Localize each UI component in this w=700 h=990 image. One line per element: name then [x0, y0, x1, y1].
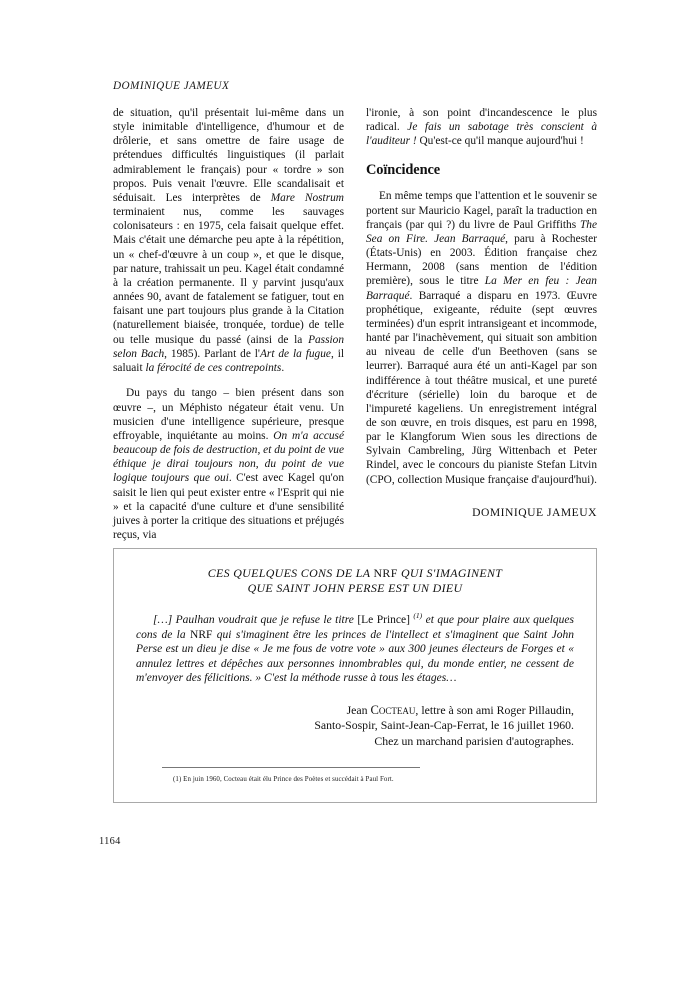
quotation-attribution: [136, 703, 574, 749]
rp1-italic-sea-on-fire: The Sea on Fire. Jean Barraqué: [366, 218, 597, 245]
qb-seg-b: et que pour plaire aux quelques cons de la: [136, 614, 575, 641]
left-paragraph-2: [113, 386, 344, 542]
quotation-body: [136, 613, 574, 686]
author-signature: DOMINIQUE JAMEUX: [472, 505, 597, 519]
right-paragraph-0: [366, 106, 597, 148]
attribution-line-3: Chez un marchand parisien d'autographes.: [374, 733, 574, 748]
right-column: [366, 106, 597, 542]
lp2-seg-b: . C'est avec Kagel qu'on saisit le lien qui peut exister entre « l'Esprit qui nie » et la capacité d'une culture et d'une sensibilité juives à porter la critique des situations et préjugés reçus, via: [113, 472, 345, 542]
rp1-seg-b: , paru à Rochester (États-Unis) en 2003. Édition française chez Hermann, 2008 (sans mention de l'édition première), sous le titre: [366, 232, 597, 288]
quotation-inner: [114, 549, 596, 784]
footnote-marker: (1): [413, 611, 423, 621]
attribution-line-1: [136, 703, 574, 718]
quotation-title: [136, 566, 574, 595]
footnote-separator-rule: [162, 767, 420, 768]
left-column: [113, 106, 344, 542]
qb-seg-a: […] Paulhan voudrait que je refuse le titre: [153, 614, 358, 626]
attribution-surname: Cocteau: [370, 702, 416, 717]
attribution-line-2: Santo-Sospir, Saint-Jean-Cap-Ferrat, le 16 juillet 1960.: [314, 718, 574, 733]
lp1-seg-d: , il saluait: [113, 347, 345, 374]
running-head: DOMINIQUE JAMEUX: [113, 80, 230, 92]
lp1-italic-ferocite: la férocité de ces contrepoints: [145, 361, 282, 374]
lp1-italic-mare-nostrum: Mare Nostrum: [270, 191, 344, 204]
attribution-firstname: Jean: [346, 702, 371, 717]
lp2-seg-a: Du pays du tango – bien présent dans son œuvre –, un Méphisto négateur était venu. Un musicien d'une intelligence supérieure, presque effroyable, inquiétante au moins.: [113, 387, 344, 442]
section-heading-coincidence: Coïncidence: [366, 162, 441, 179]
lp1-italic-art-de-la-fugue: Art de la fugue: [259, 347, 331, 360]
quotation-title-line1-a: CES QUELQUES CONS DE LA: [207, 566, 374, 580]
qb-roman-nrf: NRF: [190, 628, 213, 641]
lp1-seg-b: terminaient nus, comme les sauvages colonisateurs : en 1975, cela faisait quelque effet. Mais c'était une démarche peu apte à la répétition, un « chef-d'œuvre à un coup », et que le disque, par nature, trahissait un peu. Kagel était condamné à la création permanente. Il y parvint jusqu'aux années 90, avant de fatalement se fatiguer, tout en faisant une part toujours plus grande à la Citation (naturellement biaisée, tronquée, tordue) de telle ou telle musique du passé (ainsi de la: [113, 206, 344, 346]
right-paragraph-1: [366, 189, 597, 486]
qb-roman-le-prince: [Le Prince]: [357, 614, 410, 626]
quotation-box: [113, 548, 597, 803]
footnote-text: (1) En juin 1960, Cocteau était élu Prince des Poètes et succédait à Paul Fort.: [173, 776, 394, 784]
quotation-title-line1-b: QUI S'IMAGINENT: [397, 566, 503, 580]
rp0-seg-a: l'ironie, à son point d'incandescence le plus radical.: [366, 107, 597, 134]
rp1-seg-c: . Barraqué a disparu en 1973. Œuvre prophétique, exigeante, réduite (sept œuvres terminées) d'un esprit intransigeant et incommode, hanté par l'inachèvement, qui situait son ambition au niveau de celle d'un Beethoven (sans se leurrer). Barraqué aura été un anti-Kagel par son indifférence à tout théâtre musical, et une pureté d'écriture (sérielle) loin du baroque et de l'impureté kageliens. Un enregistrement intégral de son œuvre, en trois disques, est paru en 1998, par le Klangforum Wien sous les directions de Sylvain Cambreling, Jürg Wittenbach et Peter Rindel, avec le concours du pianiste Stefan Litvin (CPO, collection Musique française d'aujourd'hui).: [366, 289, 597, 486]
quotation-title-line2: QUE SAINT JOHN PERSE EST UN DIEU: [247, 580, 463, 595]
rp0-italic-sabotage: Je fais un sabotage très conscient à l'auditeur !: [366, 121, 598, 148]
attribution-line1-rest: , lettre à son ami Roger Pillaudin,: [415, 702, 574, 717]
lp1-italic-passion-selon-bach: Passion selon Bach: [113, 333, 344, 360]
rp1-seg-a: En même temps que l'attention et le souvenir se portent sur Mauricio Kagel, paraît la traduction en français (par qui ?) du livre de Paul Griffiths: [366, 190, 597, 231]
lp2-italic-quote: On m'a accusé beaucoup de fois de destruction, et du point de vue éthique je dirai toujours non, du point de vue logique toujours que oui: [113, 429, 344, 485]
page-number: 1164: [99, 836, 121, 847]
body-columns: [113, 106, 597, 542]
rp1-italic-la-mer-en-feu: La Mer en feu : Jean Barraqué: [366, 275, 597, 302]
qb-seg-c: qui s'imaginent être les princes de l'intellect et s'imaginent que Saint John Perse est un dieu je dise « Je me fous de votre vote » aux 300 jeunes électeurs de Forges et « annulez lettres et dépêches aux personnes innombrables qui, du monde entier, ne cessent de m'envoyer des félicitions. » C'est la méthode russe à tous les étages…: [136, 628, 574, 685]
lp1-seg-a: de situation, qu'il présentait lui-même dans un style inimitable d'intelligence, d'humour et de drôlerie, et sans omettre de faire usage de prétendues difficultés linguistiques (il parlait admirablement le français) pour « tordre » son propos. Puis venait l'œuvre. Elle scandalisait et séduisait. Les interprètes de: [113, 107, 344, 204]
rp0-seg-b: Qu'est-ce qu'il manque aujourd'hui !: [416, 135, 584, 148]
lp1-seg-e: .: [281, 361, 285, 374]
left-paragraph-1: [113, 106, 344, 375]
lp1-seg-c: , 1985). Parlant de l': [164, 347, 260, 360]
quotation-title-nrf: NRF: [373, 566, 398, 580]
